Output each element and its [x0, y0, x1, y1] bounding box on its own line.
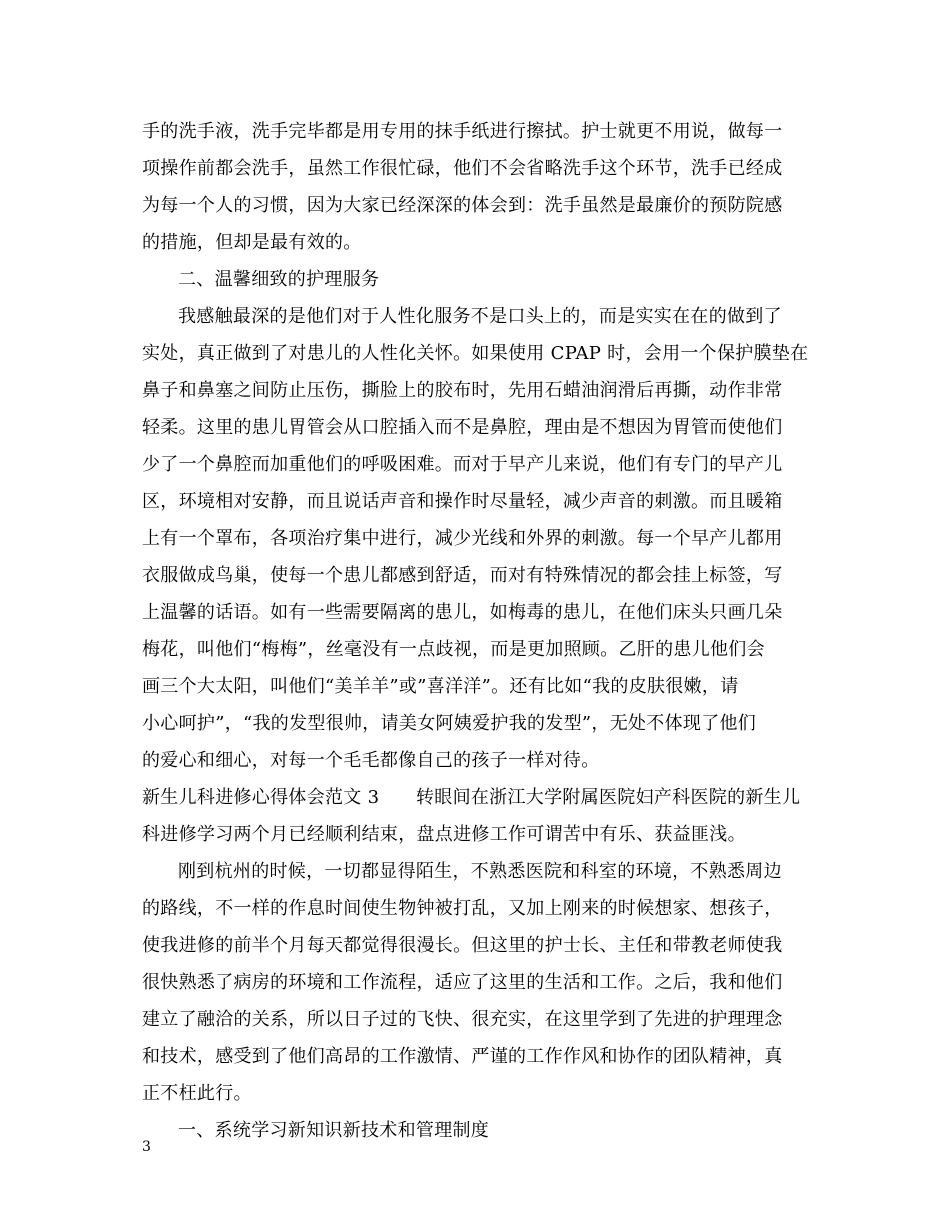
text-line: 的路线，不一样的作息时间使生物钟被打乱，又加上刚来的时候想家、想孩子，	[142, 898, 783, 919]
section-heading: 二、温馨细致的护理服务	[178, 269, 380, 290]
text-line: 的措施，但却是最有效的。	[142, 232, 362, 253]
text-line: 区，环境相对安静，而且说话声音和操作时尽量轻，减少声音的刺激。而且暖箱	[142, 491, 783, 512]
text-line: 衣服做成鸟巢，使每一个患儿都感到舒适，而对有特殊情况的都会挂上标签，写	[142, 565, 783, 586]
text-line: 项操作前都会洗手，虽然工作很忙碌，他们不会省略洗手这个环节，洗手已经成	[142, 158, 783, 179]
text-line: 上有一个罩布，各项治疗集中进行，减少光线和外界的刺激。每一个早产儿都用	[142, 528, 783, 549]
text-line: 和技术，感受到了他们高昂的工作激情、严谨的工作作风和协作的团队精神，真	[142, 1046, 783, 1067]
text-line: 很快熟悉了病房的环境和工作流程，适应了这里的生活和工作。之后，我和他们	[142, 972, 783, 993]
text-line: 手的洗手液，洗手完毕都是用专用的抹手纸进行擦拭。护士就更不用说，做每一	[142, 121, 783, 142]
text-line: 实处，真正做到了对患儿的人性化关怀。如果使用 CPAP 时，会用一个保护膜垫在	[142, 343, 809, 364]
text-line: 科进修学习两个月已经顺利结束，盘点进修工作可谓苦中有乐、获益匪浅。	[142, 824, 746, 845]
document-body	[142, 113, 812, 1149]
article-title-line: 新生儿科进修心得体会范文 3 转眼间在浙江大学附属医院妇产科医院的新生儿	[142, 787, 801, 808]
text-line: 少了一个鼻腔而加重他们的呼吸困难。而对于早产儿来说，他们有专门的早产儿	[142, 454, 783, 475]
text-line: 使我进修的前半个月每天都觉得很漫长。但这里的护士长、主任和带教老师使我	[142, 935, 783, 956]
text-line: 鼻子和鼻塞之间防止压伤，撕脸上的胶布时，先用石蜡油润滑后再撕，动作非常	[142, 380, 783, 401]
text-line: 小心呵护”，“我的发型很帅，请美女阿姨爱护我的发型”，无处不体现了他们	[142, 713, 757, 734]
text-line: 上温馨的话语。如有一些需要隔离的患儿，如梅毒的患儿，在他们床头只画几朵	[142, 602, 783, 623]
section-heading: 一、系统学习新知识新技术和管理制度	[178, 1120, 490, 1141]
text-line: 梅花，叫他们“梅梅”，丝毫没有一点歧视，而是更加照顾。乙肝的患儿他们会	[142, 639, 765, 660]
text-line: 建立了融洽的关系，所以日子过的飞快、很充实，在这里学到了先进的护理理念	[142, 1009, 783, 1030]
text-line: 正不枉此行。	[142, 1083, 252, 1104]
text-line: 我感触最深的是他们对于人性化服务不是口头上的，而是实实在在的做到了	[178, 306, 782, 327]
page-number: 3	[142, 1139, 151, 1155]
text-line: 的爱心和细心，对每一个毛毛都像自己的孩子一样对待。	[142, 750, 600, 771]
text-line: 轻柔。这里的患儿胃管会从口腔插入而不是鼻腔，理由是不想因为胃管而使他们	[142, 417, 783, 438]
text-line: 刚到杭州的时候，一切都显得陌生，不熟悉医院和科室的环境，不熟悉周边	[178, 861, 782, 882]
text-line: 画三个大太阳，叫他们“美羊羊”或”喜洋洋”。还有比如“我的皮肤很嫩，请	[142, 676, 739, 697]
text-line: 为每一个人的习惯，因为大家已经深深的体会到：洗手虽然是最廉价的预防院感	[142, 195, 783, 216]
